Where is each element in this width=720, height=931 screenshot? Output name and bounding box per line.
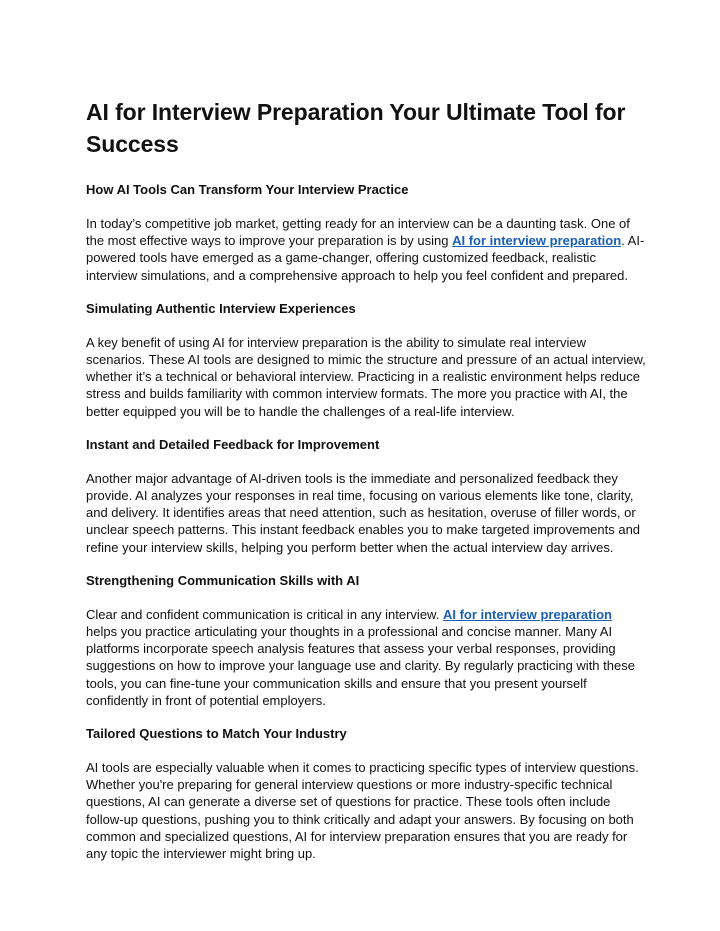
section-heading-tailored: Tailored Questions to Match Your Industry: [86, 726, 347, 742]
ai-interview-prep-link[interactable]: AI for interview preparation: [452, 233, 622, 249]
intro-text-after-link: . AI-powered tools have emerged as a game-changer, offering customized feedback, realistic interview simulations, and a comprehensive approach to help you feel confident and prepared.: [86, 233, 645, 283]
section-heading-simulating: Simulating Authentic Interview Experiences: [86, 300, 356, 316]
communication-text-before-link: Clear and confident communication is critical in any interview.: [86, 606, 443, 622]
section-paragraph-simulating: A key benefit of using AI for interview preparation is the ability to simulate real interview scenarios. These AI tools are designed to mimic the structure and pressure of an actual interview, whether it’s a technical or behavioral interview. Practicing in a realistic environment helps reduce stress and builds familiarity with common interview formats. The more you practice with AI, the better equipped you will be to handle the challenges of a real-life interview.: [86, 334, 646, 419]
section-paragraph-communication: [86, 606, 646, 709]
communication-text-after-link: helps you practice articulating your thoughts in a professional and concise manner. Many AI platforms incorporate speech analysis features that assess your verbal responses, providing suggestions on how to improve your language use and clarity. By regularly practicing with these tools, you can fine-tune your communication skills and ensure that you present yourself confidently in front of potential employers.: [86, 624, 635, 708]
intro-heading: How AI Tools Can Transform Your Interview Practice: [86, 182, 409, 197]
section-heading-communication: Strengthening Communication Skills with AI: [86, 572, 360, 588]
section-paragraph-feedback: Another major advantage of AI-driven tools is the immediate and personalized feedback they provide. AI analyzes your responses in real time, focusing on various elements like tone, clarity, and delivery. It identifies areas that need attention, such as hesitation, overuse of filler words, or unclear speech patterns. This instant feedback enables you to make targeted improvements and refine your interview skills, helping you perform better when the actual interview day arrives.: [86, 470, 641, 555]
section-paragraph-tailored: AI tools are especially valuable when it comes to practicing specific types of interview questions. Whether you're preparing for general interview questions or more industry-specific technical questions, AI can generate a diverse set of questions for practice. These tools often include follow-up questions, pushing you to think critically and adapt your answers. By focusing on both common and specialized questions, AI for interview preparation ensures that you are ready for any topic the interviewer might bring up.: [86, 760, 639, 862]
document-page: [86, 96, 646, 862]
section-heading-feedback: Instant and Detailed Feedback for Improvement: [86, 436, 380, 452]
document-title: AI for Interview Preparation Your Ultimate Tool for Success: [86, 99, 626, 157]
intro-paragraph: [86, 215, 646, 284]
intro-text-before-link: In today’s competitive job market, getting ready for an interview can be a daunting task. One of the most effective ways to improve your preparation is by using: [86, 216, 630, 249]
ai-interview-prep-link-2[interactable]: AI for interview preparation: [442, 606, 612, 622]
